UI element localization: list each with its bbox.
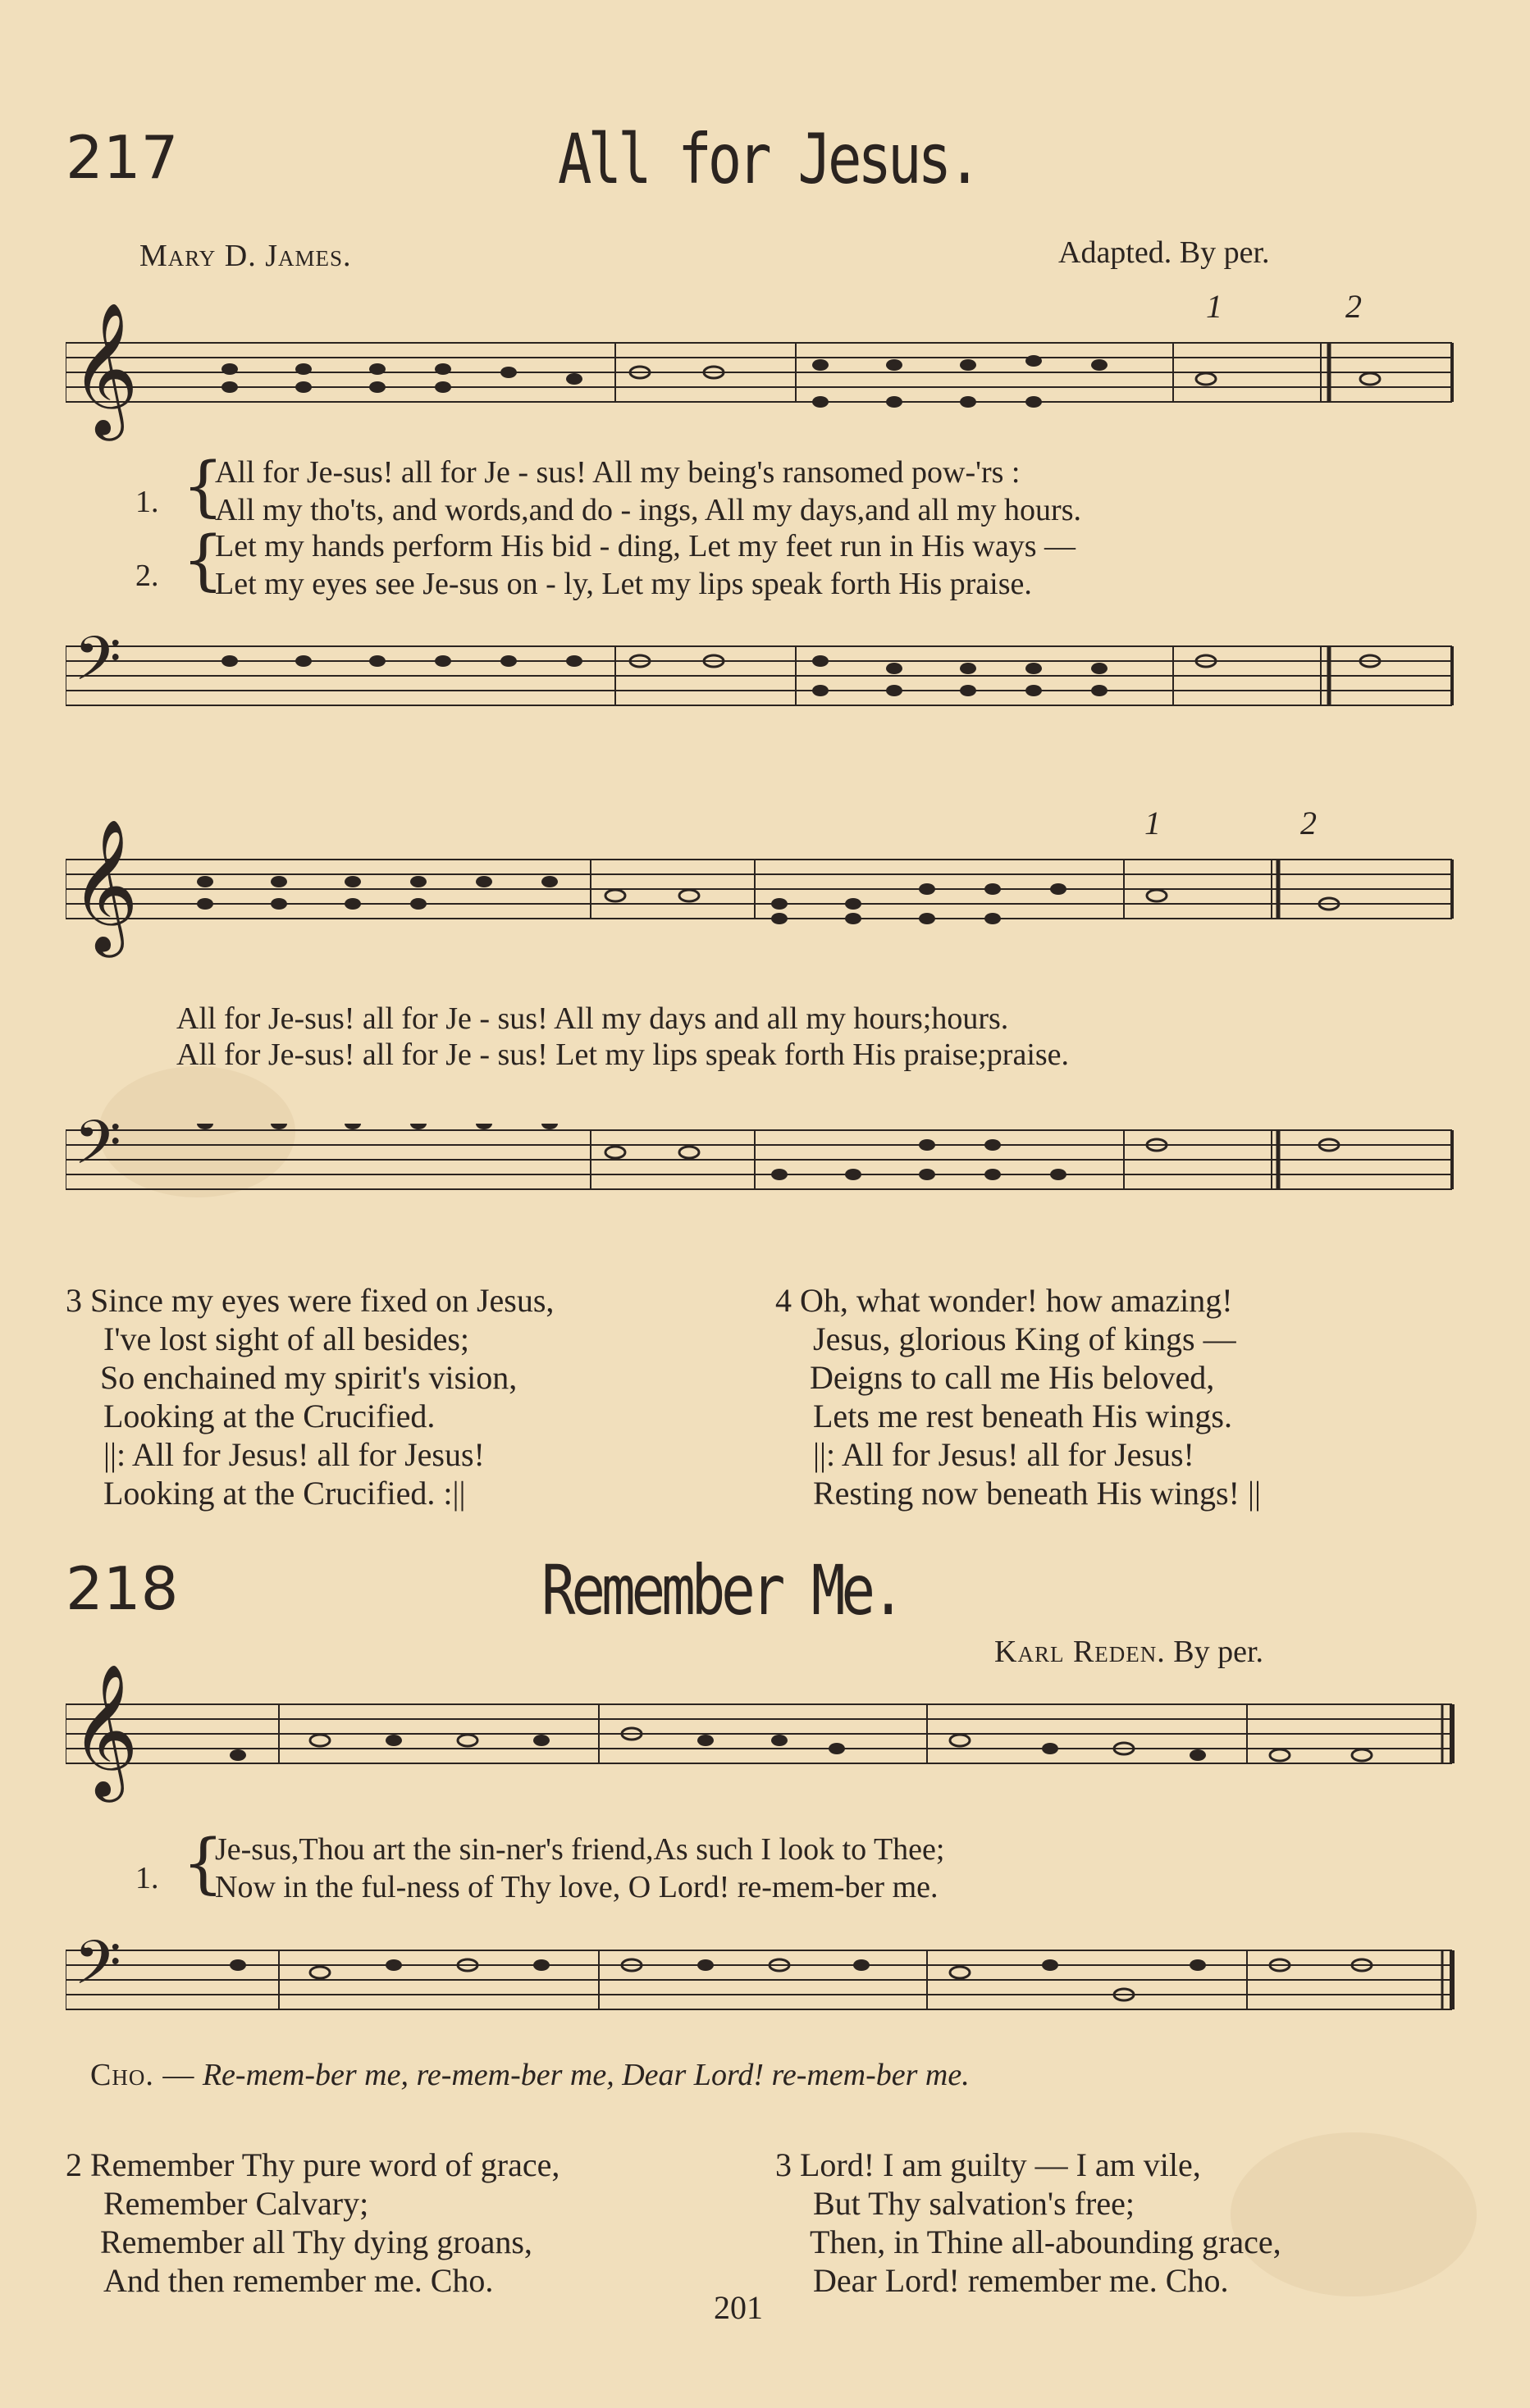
verse-number: 1. <box>135 485 159 519</box>
lyric-line: Now in the ful-ness of Thy love, O Lord! re-mem-ber me. <box>215 1870 939 1904</box>
hymn-number: 218 <box>66 1554 179 1623</box>
stanza-line: 2 Remember Thy pure word of grace, <box>66 2146 560 2183</box>
stanza-3 <box>66 1281 554 1512</box>
lyric-line: All for Je-sus! all for Je - sus! All my being's ransomed pow-'rs : <box>215 455 1021 490</box>
verse-number: 1. <box>135 1861 159 1895</box>
chorus-text: Re-mem-ber me, re-mem-ber me, Dear Lord! re-mem-ber me. <box>202 2058 970 2092</box>
treble-staff <box>66 853 1460 927</box>
composer-name: Karl Reden. <box>994 1635 1166 1669</box>
staff-lines <box>66 853 1460 927</box>
stanza-2 <box>66 2146 559 2300</box>
stanza-line: But Thy salvation's free; <box>813 2185 1135 2222</box>
treble-staff <box>66 336 1460 410</box>
stanza-4 <box>775 1281 1261 1512</box>
treble-clef-icon: 𝄞 <box>71 302 139 436</box>
brace-icon: { <box>182 448 224 524</box>
second-ending: 2 <box>1300 805 1317 841</box>
second-ending: 2 <box>1345 288 1362 325</box>
stanza-line: ||: All for Jesus! all for Jesus! <box>103 1436 485 1473</box>
staff-lines <box>66 640 1460 730</box>
refrain-line: All for Je-sus! all for Je - sus! All my days and all my hours;hours. <box>176 1001 1009 1036</box>
brace-icon: { <box>182 1825 224 1901</box>
page-number: 201 <box>714 2289 763 2326</box>
bass-clef-icon: 𝄢 <box>74 1927 121 2014</box>
treble-clef-icon: 𝄞 <box>71 819 139 952</box>
staff-lines <box>66 1944 1460 2034</box>
first-ending: 1 <box>1144 805 1161 841</box>
stanza-line: Lets me rest beneath His wings. <box>813 1398 1232 1434</box>
stanza-line: Looking at the Crucified. <box>103 1398 436 1434</box>
hymn-title: Remember Me. <box>541 1550 902 1630</box>
stanza-line: I've lost sight of all besides; <box>103 1320 470 1357</box>
stanza-line: Remember Calvary; <box>103 2185 369 2222</box>
brace-icon: { <box>182 522 224 598</box>
bass-staff <box>66 1124 1460 1214</box>
stanza-line: Jesus, glorious King of kings — <box>813 1320 1236 1357</box>
bass-staff <box>66 1944 1460 2034</box>
first-ending: 1 <box>1206 288 1222 325</box>
stanza-line: Remember all Thy dying groans, <box>100 2223 532 2260</box>
stanza-line: And then remember me. Cho. <box>103 2262 494 2299</box>
hymn-author: Mary D. James. <box>139 239 352 273</box>
hymn-number: 217 <box>66 123 179 192</box>
verse-number: 2. <box>135 559 159 593</box>
lyric-line: Let my eyes see Je-sus on - ly, Let my lips speak forth His praise. <box>215 567 1032 601</box>
lyric-line: All my tho'ts, and words,and do - ings, All my days,and all my hours. <box>215 493 1082 527</box>
treble-clef-icon: 𝄞 <box>71 1663 139 1797</box>
stanza-line: 3 Since my eyes were fixed on Jesus, <box>66 1282 555 1319</box>
bass-staff <box>66 640 1460 730</box>
refrain-line: All for Je-sus! all for Je - sus! Let my lips speak forth His praise;praise. <box>176 1038 1070 1072</box>
hymn-title: All for Jesus. <box>558 119 978 199</box>
stanza-line: Looking at the Crucified. :|| <box>103 1475 466 1512</box>
stanza-3 <box>775 2146 1281 2300</box>
staff-lines <box>66 1698 1460 1788</box>
staff-lines <box>66 336 1460 410</box>
stanza-line: 3 Lord! I am guilty — I am vile, <box>775 2146 1201 2183</box>
stanza-line: Resting now beneath His wings! || <box>813 1475 1261 1512</box>
chorus-line <box>90 2057 970 2093</box>
stanza-line: ||: All for Jesus! all for Jesus! <box>813 1436 1194 1473</box>
stanza-line: Dear Lord! remember me. Cho. <box>813 2262 1229 2299</box>
bass-clef-icon: 𝄢 <box>74 623 121 709</box>
bass-clef-icon: 𝄢 <box>74 1107 121 1193</box>
lyric-line: Let my hands perform His bid - ding, Let my feet run in His ways — <box>215 529 1076 563</box>
hymn-attribution <box>994 1634 1263 1670</box>
stanza-line: Then, in Thine all-abounding grace, <box>810 2223 1281 2260</box>
treble-staff <box>66 1698 1460 1788</box>
stanza-line: Deigns to call me His beloved, <box>810 1359 1215 1396</box>
permission-note: By per. <box>1173 1635 1264 1669</box>
chorus-label: Cho. — <box>90 2058 195 2092</box>
staff-lines <box>66 1124 1460 1214</box>
lyric-line: Je-sus,Thou art the sin-ner's friend,As such I look to Thee; <box>215 1832 945 1867</box>
stanza-line: 4 Oh, what wonder! how amazing! <box>775 1282 1233 1319</box>
stanza-line: So enchained my spirit's vision, <box>100 1359 518 1396</box>
hymn-attribution: Adapted. By per. <box>1058 235 1270 270</box>
